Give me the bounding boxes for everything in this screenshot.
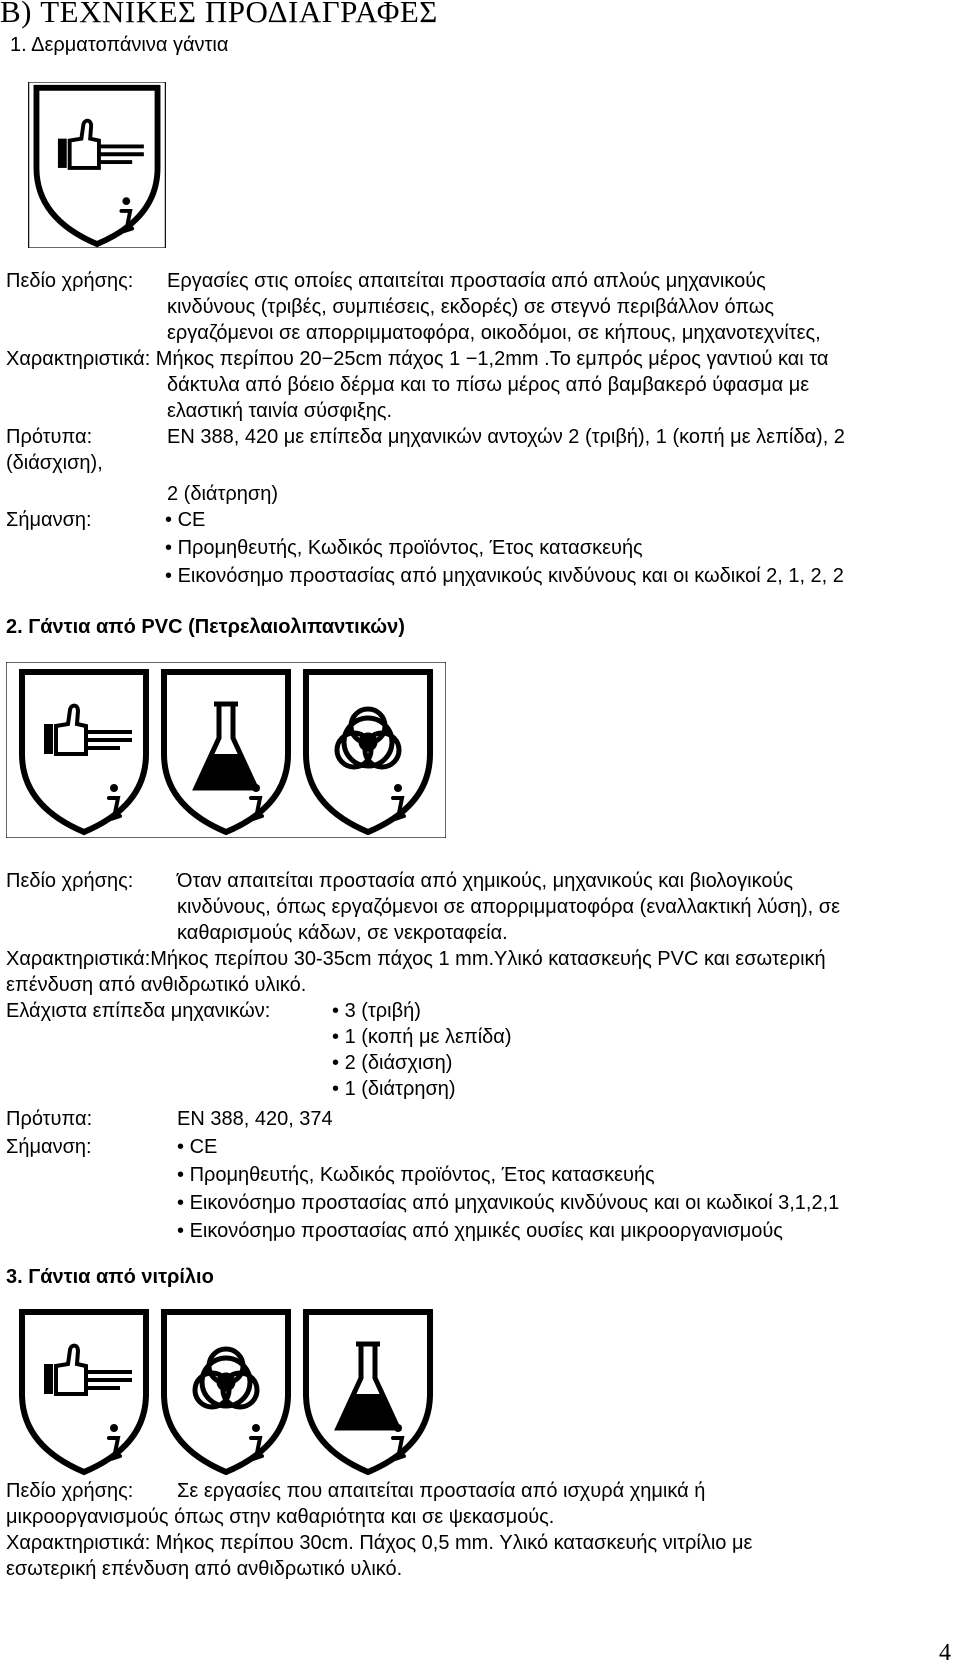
section1-standards-cont: 2 (διάτρηση) <box>167 483 279 505</box>
section2-field-label: Πεδίο χρήσης: <box>6 870 134 892</box>
section3-pictograms <box>6 1302 446 1478</box>
section2-characteristics: Χαρακτηριστικά:Μήκος περίπου 30-35cm πάχος 1 mm.Υλικό κατασκευής PVC και εσωτερική <box>6 948 826 970</box>
marking-text: Προμηθευτής, Κωδικός προϊόντος, Έτος κατασκευής <box>177 537 643 559</box>
section3-characteristics-wrap: εσωτερική επένδυση από ανθιδρωτικό υλικό. <box>6 1558 403 1580</box>
section1-marking-label: Σήμανση: <box>6 509 92 531</box>
min-level-text: 3 (τριβή) <box>344 1000 421 1022</box>
section2-field-line-1: Όταν απαιτείται προστασία από χημικούς, μηχανικούς και βιολογικούς <box>177 870 794 892</box>
section2-min-level-item: • 1 (κοπή με λεπίδα) <box>332 1026 512 1048</box>
section2-min-levels-label: Ελάχιστα επίπεδα μηχανικών: <box>6 1000 271 1022</box>
section1-field-label: Πεδίο χρήσης: <box>6 270 134 292</box>
section2-title: 2. Γάντια από PVC (Πετρελαιολιπαντικών) <box>6 616 405 638</box>
section3-field-label: Πεδίο χρήσης: <box>6 1480 134 1502</box>
section1-field-line-3: εργαζόμενοι σε απορριμματοφόρα, οικοδόμοι, σε κήπους, μηχανοτεχνίτες, <box>167 322 821 344</box>
section1-marking-item: • Προμηθευτής, Κωδικός προϊόντος, Έτος κατασκευής <box>165 537 643 559</box>
section3-field-wrap: μικροοργανισμούς όπως στην καθαριότητα και σε ψεκασμούς. <box>6 1506 555 1528</box>
section1-standards: EN 388, 420 με επίπεδα μηχανικών αντοχών 2 (τριβή), 1 (κοπή με λεπίδα), 2 <box>167 426 845 448</box>
marking-text: Εικονόσημο προστασίας από χημικές ουσίες και μικροοργανισμούς <box>189 1220 783 1242</box>
section3-title: 3. Γάντια από νιτρίλιο <box>6 1266 214 1288</box>
section1-standards-wrap: (διάσχιση), <box>6 452 103 474</box>
section2-standards: EN 388, 420, 374 <box>177 1108 333 1130</box>
section2-marking-item: • Εικονόσημο προστασίας από μηχανικούς κινδύνους και οι κωδικοί 3,1,2,1 <box>177 1192 840 1214</box>
section2-min-level-item: • 2 (διάσχιση) <box>332 1052 453 1074</box>
page-number: 4 <box>939 1640 951 1666</box>
min-level-text: 1 (διάτρηση) <box>344 1078 456 1100</box>
section2-min-level-item: • 3 (τριβή) <box>332 1000 421 1022</box>
section1-marking-item: • Εικονόσημο προστασίας από μηχανικούς κινδύνους και οι κωδικοί 2, 1, 2, 2 <box>165 565 844 587</box>
section2-marking-item: • CE <box>177 1136 218 1158</box>
section2-field-line-3: καθαρισμούς κάδων, σε νεκροταφεία. <box>177 922 508 944</box>
section2-pictograms <box>6 662 446 838</box>
section2-characteristics-wrap: επένδυση από ανθιδρωτικό υλικό. <box>6 974 307 996</box>
section2-field-line-2: κινδύνους, όπως εργαζόμενοι σε απορριμματοφόρα (εναλλακτική λύση), σε <box>177 896 841 918</box>
section1-title: 1. Δερματοπάνινα γάντια <box>10 34 229 56</box>
marking-text: Εικονόσημο προστασίας από μηχανικούς κινδύνους και οι κωδικοί 2, 1, 2, 2 <box>177 565 844 587</box>
document-heading: B) ΤΕΧΝΙΚΕΣ ΠΡΟΔΙΑΓΡΑΦΕΣ <box>0 0 438 29</box>
marking-text: CE <box>177 509 206 531</box>
mechanical-hazard-shield-icon <box>4 82 190 248</box>
section1-standards-label: Πρότυπα: <box>6 426 93 448</box>
section1-marking-item: • CE <box>165 509 206 531</box>
min-level-text: 2 (διάσχιση) <box>344 1052 453 1074</box>
marking-text: CE <box>189 1136 218 1158</box>
section3-characteristics: Χαρακτηριστικά: Μήκος περίπου 30cm. Πάχος 0,5 mm. Υλικό κατασκευής νιτρίλιο με <box>6 1532 753 1554</box>
section2-marking-item: • Εικονόσημο προστασίας από χημικές ουσίες και μικροοργανισμούς <box>177 1220 783 1242</box>
marking-text: Προμηθευτής, Κωδικός προϊόντος, Έτος κατασκευής <box>189 1164 655 1186</box>
section2-standards-label: Πρότυπα: <box>6 1108 93 1130</box>
section1-field-line-1: Εργασίες στις οποίες απαιτείται προστασία από απλούς μηχανικούς <box>167 270 766 292</box>
section1-characteristics-line-3: ελαστική ταινία σύσφιξης. <box>167 400 393 422</box>
section2-marking-label: Σήμανση: <box>6 1136 92 1158</box>
marking-text: Εικονόσημο προστασίας από μηχανικούς κινδύνους και οι κωδικοί 3,1,2,1 <box>189 1192 840 1214</box>
min-level-text: 1 (κοπή με λεπίδα) <box>344 1026 512 1048</box>
section3-field-line: Σε εργασίες που απαιτείται προστασία από ισχυρά χημικά ή <box>177 1480 706 1502</box>
section1-characteristics: Χαρακτηριστικά: Μήκος περίπου 20−25cm πάχος 1 −1,2mm .Το εμπρός μέρος γαντιού και τα <box>6 348 829 370</box>
section2-min-level-item: • 1 (διάτρηση) <box>332 1078 456 1100</box>
section2-marking-item: • Προμηθευτής, Κωδικός προϊόντος, Έτος κατασκευής <box>177 1164 655 1186</box>
section1-characteristics-line-2: δάκτυλα από βόειο δέρμα και το πίσω μέρος από βαμβακερό ύφασμα με <box>167 374 810 396</box>
section1-field-line-2: κινδύνους (τριβές, συμπιέσεις, εκδορές) σε στεγνό περιβάλλον όπως <box>167 296 775 318</box>
